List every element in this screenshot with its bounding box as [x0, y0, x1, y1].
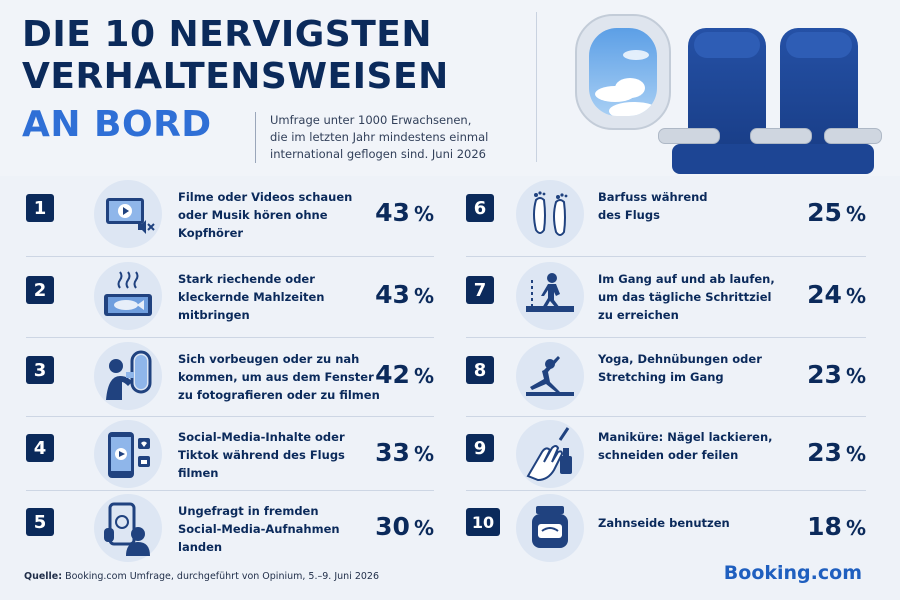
percentage-value: 18 % [807, 512, 866, 541]
item-description: Stark riechende oder kleckernde Mahlzeiten mitbringen [178, 272, 325, 322]
percentage-value: 33 % [375, 438, 434, 467]
item-description: Sich vorbeugen oder zu nah kommen, um aus dem Fenster zu fotografieren oder zu filmen [178, 352, 380, 402]
rank-badge: 1 [26, 194, 54, 222]
item-description: Maniküre: Nägel lackieren, schneiden oder feilen [598, 430, 773, 462]
title-line-3: AN BORD [22, 104, 212, 145]
divider [466, 416, 866, 417]
item-description: Filme oder Videos schauen oder Musik hören ohne Kopfhörer [178, 190, 353, 240]
rank-badge: 10 [466, 508, 500, 536]
list-item [26, 342, 434, 412]
title-line-2: VERHALTENSWEISEN [22, 56, 449, 97]
list-item [26, 180, 434, 250]
header-divider [536, 12, 537, 162]
rank-badge: 9 [466, 434, 494, 462]
yoga-pose-icon [516, 342, 584, 410]
divider [466, 490, 866, 491]
percentage-value: 23 % [807, 360, 866, 389]
list-item [26, 420, 434, 490]
airplane-seat-illustration [760, 20, 878, 176]
list-item [26, 262, 434, 332]
percentage-value: 43 % [375, 198, 434, 227]
steaming-fish-tray-icon [94, 262, 162, 330]
survey-subtitle [255, 112, 530, 163]
source-note: Quelle: Booking.com Umfrage, durchgeführt von Opinium, 5.–9. Juni 2026 [24, 571, 380, 582]
rank-badge: 4 [26, 434, 54, 462]
rank-badge: 5 [26, 508, 54, 536]
walking-person-icon [516, 262, 584, 330]
item-description: Im Gang auf und ab laufen, um das tägliche Schrittziel zu erreichen [598, 272, 775, 322]
percentage-value: 30 % [375, 512, 434, 541]
list-item [26, 494, 434, 564]
dental-floss-icon [516, 494, 584, 562]
person-at-window-icon [94, 342, 162, 410]
percentage-value: 23 % [807, 438, 866, 467]
item-description: Social-Media-Inhalte oder Tiktok während des Flugs filmen [178, 430, 345, 480]
list-item [466, 420, 866, 490]
airplane-window-illustration [575, 14, 671, 130]
rank-badge: 2 [26, 276, 54, 304]
subtitle-line-1: Umfrage unter 1000 Erwachsenen, [270, 113, 472, 127]
rank-badge: 8 [466, 356, 494, 384]
item-description: Yoga, Dehnübungen oder Stretching im Gang [598, 352, 762, 384]
title-line-1: DIE 10 NERVIGSTEN [22, 14, 432, 55]
list-item [466, 342, 866, 412]
bare-feet-icon [516, 180, 584, 248]
list-item [466, 494, 866, 564]
percentage-value: 24 % [807, 280, 866, 309]
phone-social-icon [94, 420, 162, 488]
divider [26, 490, 434, 491]
divider [26, 337, 434, 338]
nail-polish-hand-icon [516, 420, 584, 488]
divider [466, 256, 866, 257]
list-item [466, 180, 866, 250]
percentage-value: 25 % [807, 198, 866, 227]
list-item [466, 262, 866, 332]
divider [26, 256, 434, 257]
percentage-value: 42 % [375, 360, 434, 389]
rank-badge: 6 [466, 194, 494, 222]
subtitle-line-2: die im letzten Jahr mindestens einmal [270, 130, 489, 144]
brand-logo: Booking.com [723, 562, 862, 584]
rank-badge: 7 [466, 276, 494, 304]
header [0, 0, 900, 176]
percentage-value: 43 % [375, 280, 434, 309]
rank-badge: 3 [26, 356, 54, 384]
divider [466, 337, 866, 338]
subtitle-line-3: international geflogen sind. Juni 2026 [270, 147, 487, 161]
tablet-muted-speaker-icon [94, 180, 162, 248]
item-description: Zahnseide benutzen [598, 516, 730, 530]
divider [26, 416, 434, 417]
item-description: Barfuss während des Flugs [598, 190, 708, 222]
item-description: Ungefragt in fremden Social-Media-Aufnahmen landen [178, 504, 340, 554]
phone-recording-person-icon [94, 494, 162, 562]
